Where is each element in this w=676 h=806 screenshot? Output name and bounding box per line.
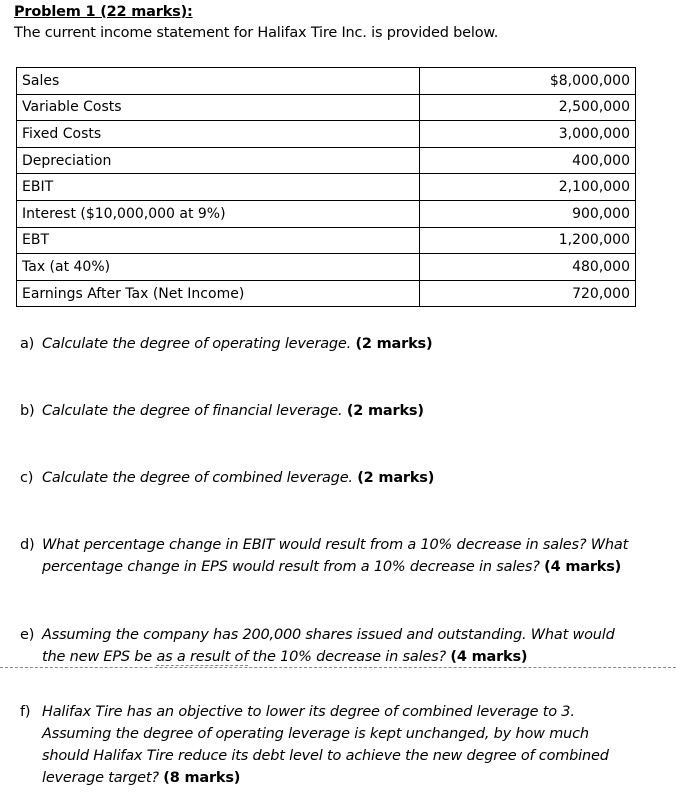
question-e	[20, 624, 640, 668]
table-row	[17, 254, 636, 281]
row-value: 1,200,000	[420, 227, 636, 254]
question-f	[20, 701, 620, 789]
question-text-underlined: as a result of	[156, 649, 249, 665]
question-text: Assuming the company has 200,000 shares issued and outstanding. What would the new EPS be	[42, 627, 615, 665]
table-row	[17, 121, 636, 148]
question-c	[20, 467, 650, 489]
question-marks: (8 marks)	[163, 770, 241, 786]
table-row	[17, 200, 636, 227]
question-text: Calculate the degree of combined leverage.	[42, 470, 353, 486]
question-marks: (2 marks)	[355, 336, 433, 352]
row-label: Tax (at 40%)	[17, 254, 420, 281]
question-text: Halifax Tire has an objective to lower its degree of combined leverage to 3. Assuming the degree of operating leverage is kept unchanged, by how much should Halifax Tire reduce its debt level to achieve the new degree of combined leverage target?	[42, 704, 609, 786]
row-label: EBIT	[17, 174, 420, 201]
dashed-divider	[0, 667, 676, 668]
row-label: Sales	[17, 68, 420, 95]
question-marks: (2 marks)	[346, 403, 424, 419]
question-text: Calculate the degree of financial leverage.	[42, 403, 343, 419]
problem-intro: The current income statement for Halifax Tire Inc. is provided below.	[14, 25, 499, 41]
question-letter: f)	[20, 704, 31, 720]
row-label: Interest ($10,000,000 at 9%)	[17, 200, 420, 227]
row-label: Fixed Costs	[17, 121, 420, 148]
question-b	[20, 400, 650, 422]
problem-title: Problem 1 (22 marks):	[14, 4, 193, 20]
table-row	[17, 280, 636, 307]
question-marks: (2 marks)	[357, 470, 435, 486]
row-value: 2,500,000	[420, 94, 636, 121]
question-letter: e)	[20, 627, 35, 643]
table-row	[17, 147, 636, 174]
question-text: Calculate the degree of operating leverage.	[42, 336, 352, 352]
question-letter: a)	[20, 336, 35, 352]
row-value: 400,000	[420, 147, 636, 174]
row-label: EBT	[17, 227, 420, 254]
row-label: Depreciation	[17, 147, 420, 174]
row-value: 900,000	[420, 200, 636, 227]
row-value: 480,000	[420, 254, 636, 281]
table-row	[17, 174, 636, 201]
row-value: 3,000,000	[420, 121, 636, 148]
question-marks: (4 marks)	[450, 649, 528, 665]
question-text: What percentage change in EBIT would result from a 10% decrease in sales? What percentage change in EPS would result from a 10% decrease in sales?	[42, 537, 629, 575]
row-value: 720,000	[420, 280, 636, 307]
question-text: the 10% decrease in sales?	[248, 649, 446, 665]
question-a	[20, 333, 650, 355]
row-label: Earnings After Tax (Net Income)	[17, 280, 420, 307]
row-value: $8,000,000	[420, 68, 636, 95]
table-row	[17, 227, 636, 254]
question-marks: (4 marks)	[544, 559, 622, 575]
row-label: Variable Costs	[17, 94, 420, 121]
question-d	[20, 534, 632, 578]
table-row	[17, 68, 636, 95]
income-statement-table	[16, 67, 636, 307]
table-row	[17, 94, 636, 121]
question-letter: b)	[20, 403, 35, 419]
question-letter: d)	[20, 537, 35, 553]
question-letter: c)	[20, 470, 34, 486]
row-value: 2,100,000	[420, 174, 636, 201]
